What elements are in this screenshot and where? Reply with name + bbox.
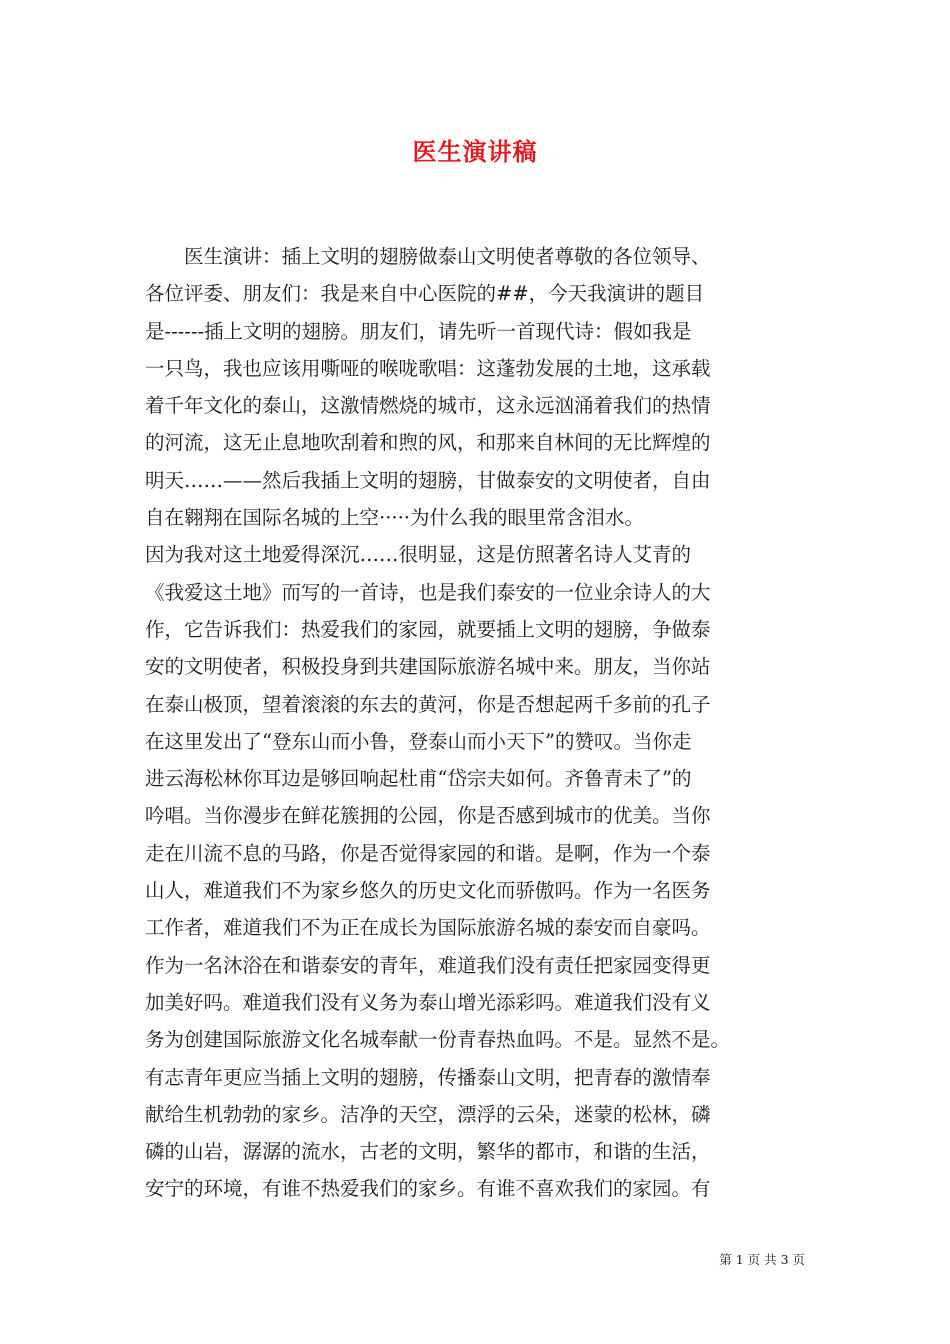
document-body [145, 238, 815, 1208]
body-line: 着千年文化的泰山，这激情燃烧的城市，这永远汹涌着我们的热情 [145, 394, 711, 418]
document-title: 医生演讲稿 [412, 137, 538, 166]
body-line: 作为一名沐浴在和谐泰安的青年，难道我们没有责任把家园变得更 [145, 953, 711, 977]
body-line: 因为我对这土地爱得深沉……很明显，这是仿照著名诗人艾青的 [145, 543, 692, 567]
body-line: 明天……——然后我插上文明的翅膀，甘做泰安的文明使者，自由 [145, 468, 711, 492]
body-line: 作，它告诉我们：热爱我们的家园，就要插上文明的翅膀，争做泰 [145, 617, 711, 641]
body-line: 务为创建国际旅游文化名城奉献一份青春热血吗。不是。显然不是。 [145, 1028, 731, 1052]
body-line: 在泰山极顶，望着滚滚的东去的黄河，你是否想起两千多前的孔子 [145, 692, 711, 716]
page-number-footer: 第 1 页 共 3 页 [719, 1252, 805, 1267]
body-line: 山人，难道我们不为家乡悠久的历史文化而骄傲吗。作为一名医务 [145, 879, 711, 903]
body-line: 献给生机勃勃的家乡。洁净的天空，漂浮的云朵，迷蒙的松林，磷 [145, 1102, 711, 1126]
body-line: 各位评委、朋友们：我是来自中心医院的##，今天我演讲的题目 [145, 282, 705, 306]
body-line: 一只鸟，我也应该用嘶哑的喉咙歌唱：这蓬勃发展的土地，这承载 [145, 356, 711, 380]
body-line: 在这里发出了“登东山而小鲁，登泰山而小天下”的赞叹。当你走 [145, 729, 692, 753]
body-line: 自在翱翔在国际名城的上空·····为什么我的眼里常含泪水。 [145, 506, 644, 530]
body-line: 加美好吗。难道我们没有义务为泰山增光添彩吗。难道我们没有义 [145, 990, 711, 1014]
body-line: 《我爱这土地》而写的一首诗，也是我们泰安的一位业余诗人的大 [145, 580, 711, 604]
body-line: 是------插上文明的翅膀。朋友们，请先听一首现代诗：假如我是 [145, 319, 692, 343]
body-line: 有志青年更应当插上文明的翅膀，传播泰山文明，把青春的激情奉 [145, 1065, 711, 1089]
body-line: 磷的山岩，潺潺的流水，古老的文明，繁华的都市，和谐的生活， [145, 1140, 711, 1164]
body-line: 的河流，这无止息地吹刮着和煦的风，和那来自林间的无比辉煌的 [145, 431, 711, 455]
body-line: 进云海松林你耳边是够回响起杜甫“岱宗夫如何。齐鲁青未了”的 [145, 767, 692, 791]
body-line: 安宁的环境，有谁不热爱我们的家乡。有谁不喜欢我们的家园。有 [145, 1177, 711, 1201]
body-line: 医生演讲：插上文明的翅膀做泰山文明使者尊敬的各位领导、 [145, 245, 711, 268]
body-line: 吟唱。当你漫步在鲜花簇拥的公园，你是否感到城市的优美。当你 [145, 804, 711, 828]
body-line: 走在川流不息的马路，你是否觉得家园的和谐。是啊，作为一个泰 [145, 841, 711, 865]
body-line: 工作者，难道我们不为正在成长为国际旅游名城的泰安而自豪吗。 [145, 916, 711, 940]
body-line: 安的文明使者，积极投身到共建国际旅游名城中来。朋友，当你站 [145, 655, 711, 679]
